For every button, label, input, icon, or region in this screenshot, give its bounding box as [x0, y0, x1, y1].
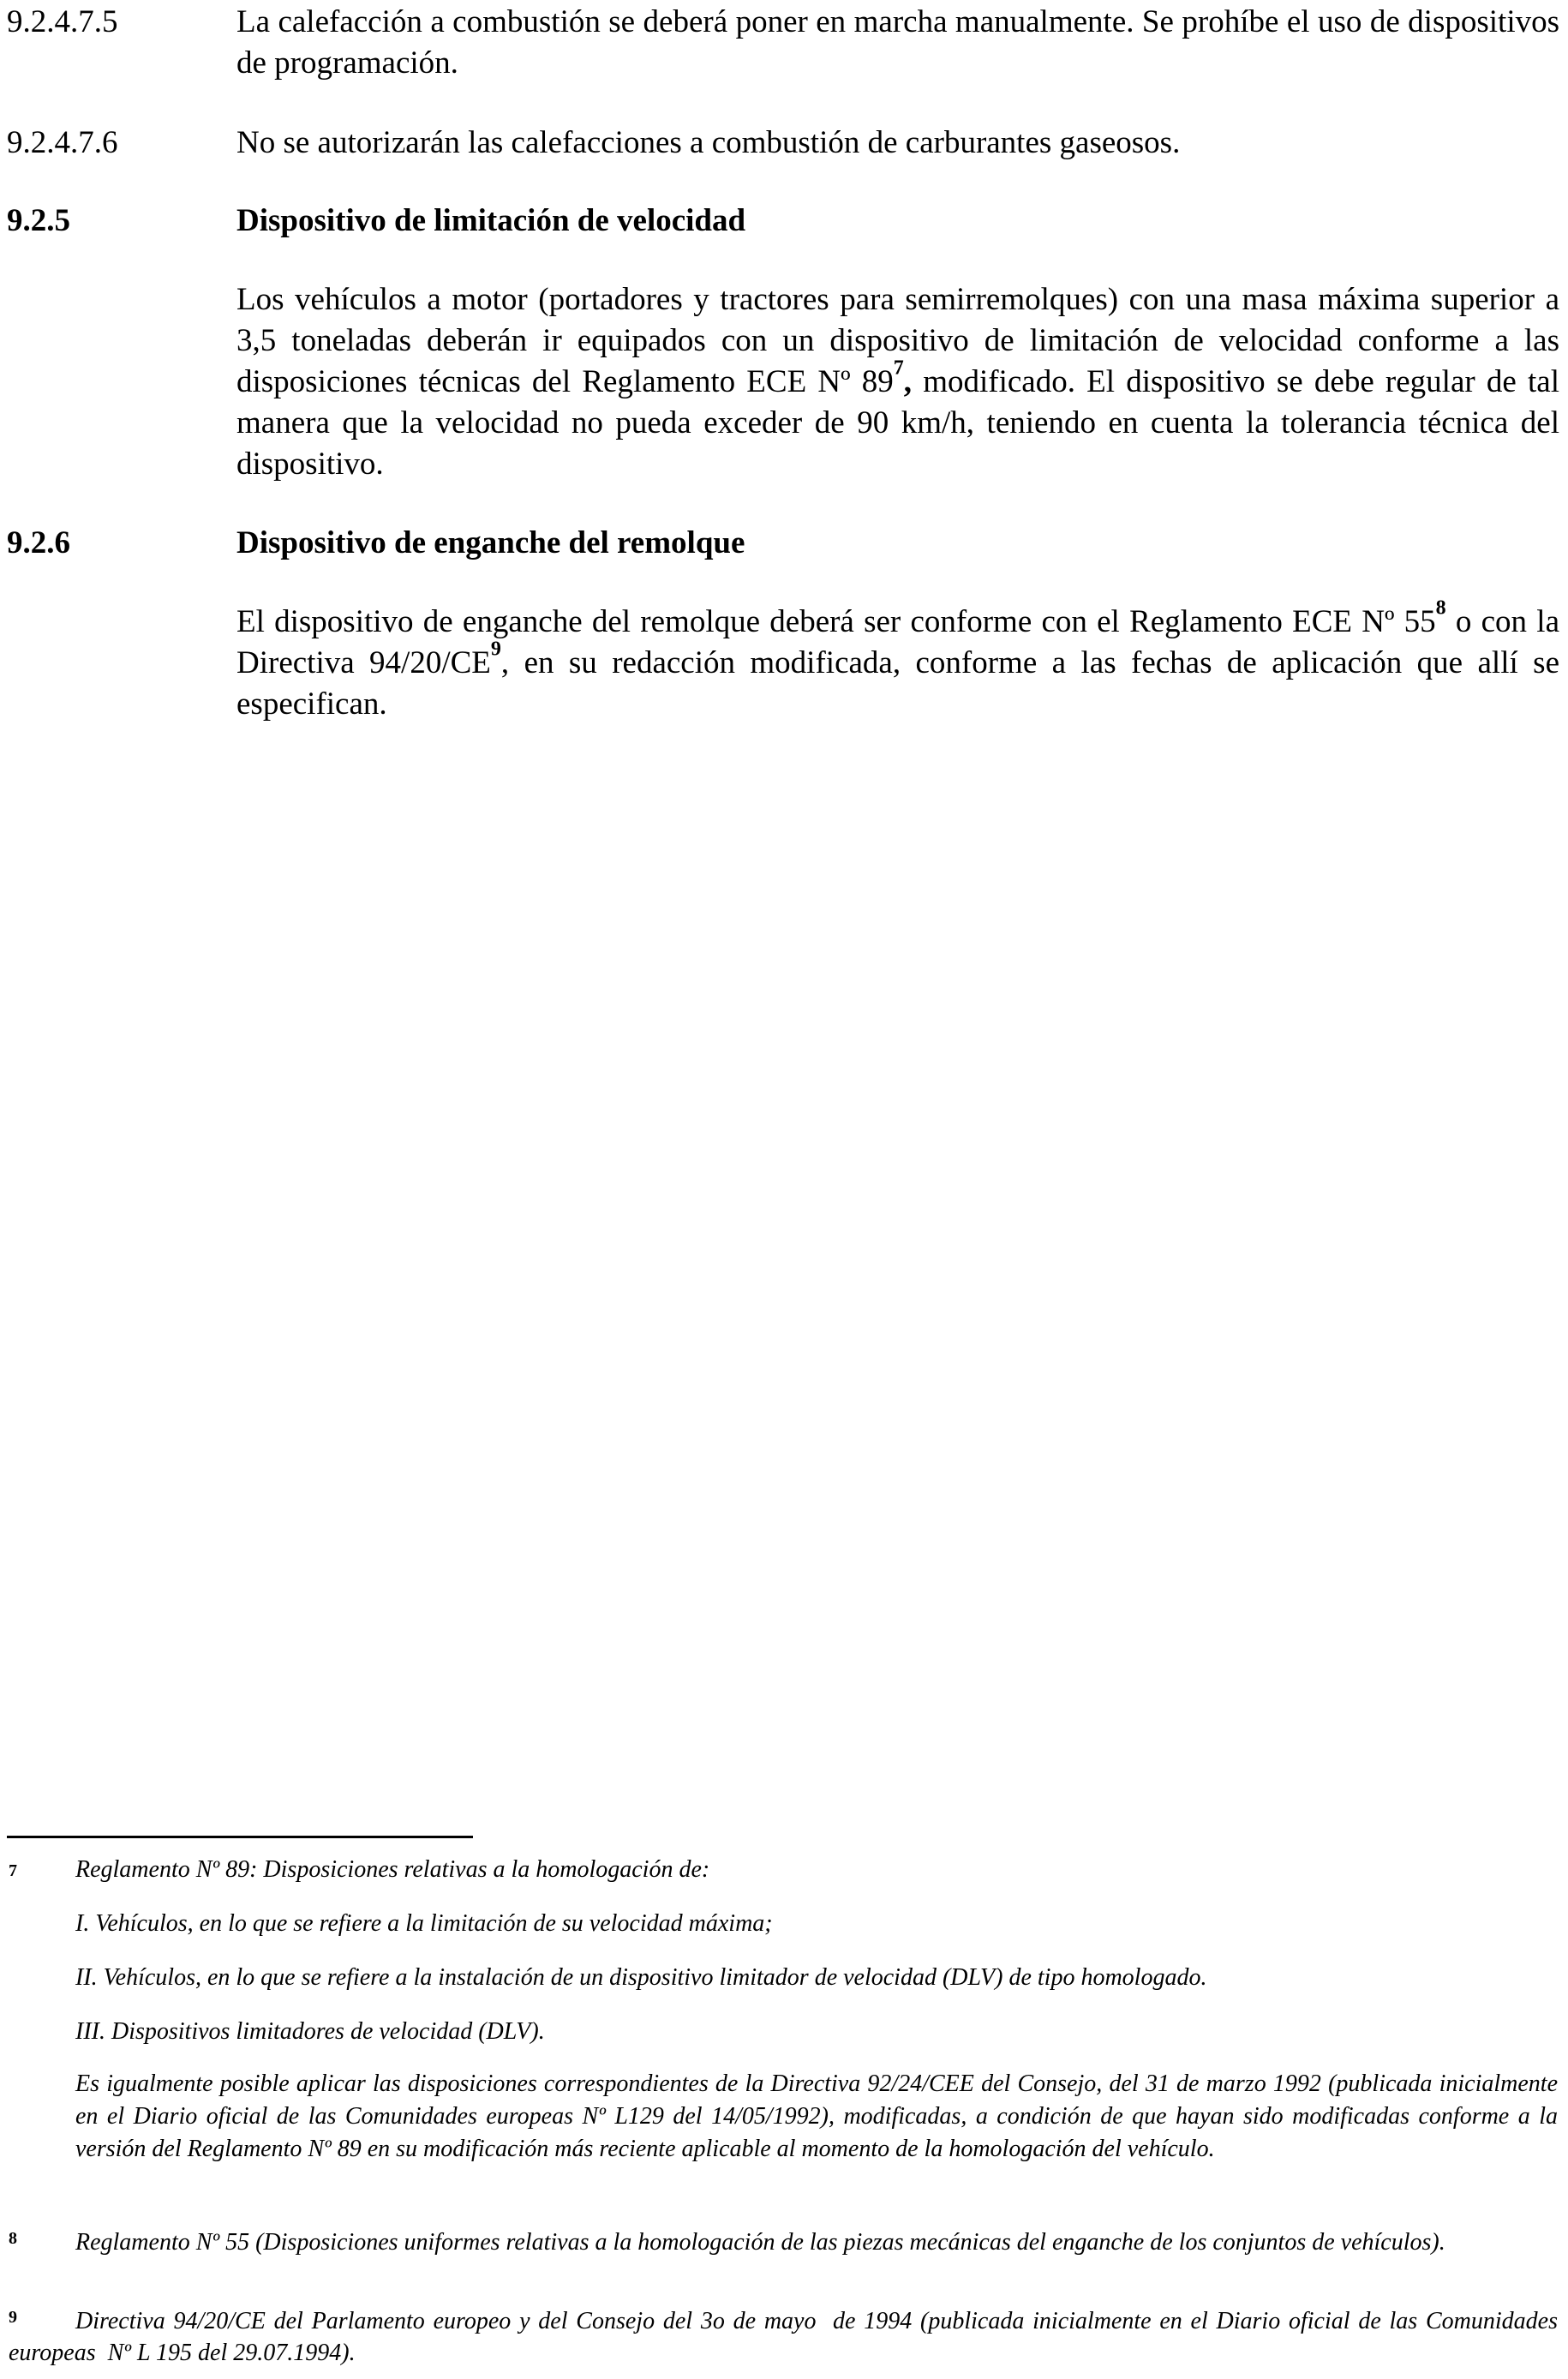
footnote-text: Directiva 94/20/CE del Parlamento europeo y del Consejo del 3o de mayo de 1994 (publicada inicialmente en el Diario oficial de las Comunidades europeas Nº L 195 del 29.07.1994). [9, 2308, 1564, 2366]
paragraph-text: El dispositivo de enganche del remolque deberá ser conforme con el Reglamento ECE Nº 55 [236, 604, 1436, 639]
clause-9-2-4-7-5 [7, 2, 1559, 84]
paragraph [236, 279, 1559, 485]
paragraph-text: , en su redacción modificada, conforme a las fechas de aplicación que allí se especifican. [236, 645, 1559, 722]
section-title: Dispositivo de enganche del remolque [236, 525, 745, 560]
footnote-ref-7[interactable]: 7 [893, 357, 904, 380]
footnote-separator [7, 1836, 473, 1838]
footnote-item: I. Vehículos, en lo que se refiere a la limitación de su velocidad máxima; [75, 1910, 773, 1937]
footnote-7 [0, 1854, 1568, 2214]
footnote-mark: 7 [9, 1861, 17, 1880]
footnote-note: Es igualmente posible aplicar las disposiciones correspondientes de la Directiva 92/24/CEE del Consejo, del 31 de marzo 1992 (publicada inicialmente en el Diario oficial de las Comunidades europeas Nº L129 del 14/05/1992), modificadas, a condición de que hayan sido modificadas conforme a la versión del Reglamento Nº 89 en su modificación más reciente aplicable al momento de la homologación del vehículo. [75, 2070, 1558, 2162]
clause-9-2-4-7-6 [7, 123, 1559, 164]
section-9-2-5-heading [7, 201, 1559, 242]
clause-number: 9.2.4.7.5 [7, 4, 118, 39]
footnote-item: III. Dispositivos limitadores de velocidad (DLV). [75, 2018, 545, 2045]
footnote-ref-8[interactable]: 8 [1435, 596, 1446, 620]
footnote-8 [0, 2226, 1568, 2295]
paragraph-text: o con la Directiva 94/20/CE [236, 604, 1559, 680]
section-9-2-6-heading [7, 523, 1559, 564]
clause-number: 9.2.4.7.6 [7, 125, 118, 160]
bold-comma: , [903, 364, 913, 399]
footnote-mark: 9 [9, 2308, 17, 2327]
section-number: 9.2.5 [7, 203, 70, 238]
paragraph-text: modificado. El dispositivo se debe regular de tal manera que la velocidad no pueda exceder de 90 km/h, teniendo en cuenta la tolerancia técnica del dispositivo. [236, 364, 1560, 482]
section-title: Dispositivo de limitación de velocidad [236, 203, 746, 238]
section-9-2-6-paragraph [7, 596, 1559, 725]
footnote-text: Reglamento Nº 55 (Disposiciones uniformes relativas a la homologación de las piezas mecánicas del enganche de los conjuntos de vehículos). [75, 2229, 1445, 2256]
section-number: 9.2.6 [7, 525, 70, 560]
paragraph [236, 596, 1559, 725]
footnote-9 [0, 2305, 1568, 2374]
footnote-mark: 8 [9, 2229, 17, 2248]
clause-text: No se autorizarán las calefacciones a combustión de carburantes gaseosos. [236, 125, 1181, 160]
footnote-line: Reglamento Nº 89: Disposiciones relativas a la homologación de: [75, 1856, 710, 1883]
footnote-ref-9[interactable]: 9 [490, 638, 501, 661]
paragraph-text: Los vehículos a motor (portadores y tractores para semirremolques) con una masa máxima superior a 3,5 toneladas deberán ir equipados con un dispositivo de limitación de velocidad conforme a las disposiciones técnicas del Reglamento ECE Nº 89 [236, 282, 1559, 399]
section-9-2-5-paragraph [7, 279, 1559, 485]
footnote-item: II. Vehículos, en lo que se refiere a la instalación de un dispositivo limitador de velocidad (DLV) de tipo homologado. [75, 1964, 1207, 1991]
clause-text: La calefacción a combustión se deberá poner en marcha manualmente. Se prohíbe el uso de dispositivos de programación. [236, 4, 1559, 81]
